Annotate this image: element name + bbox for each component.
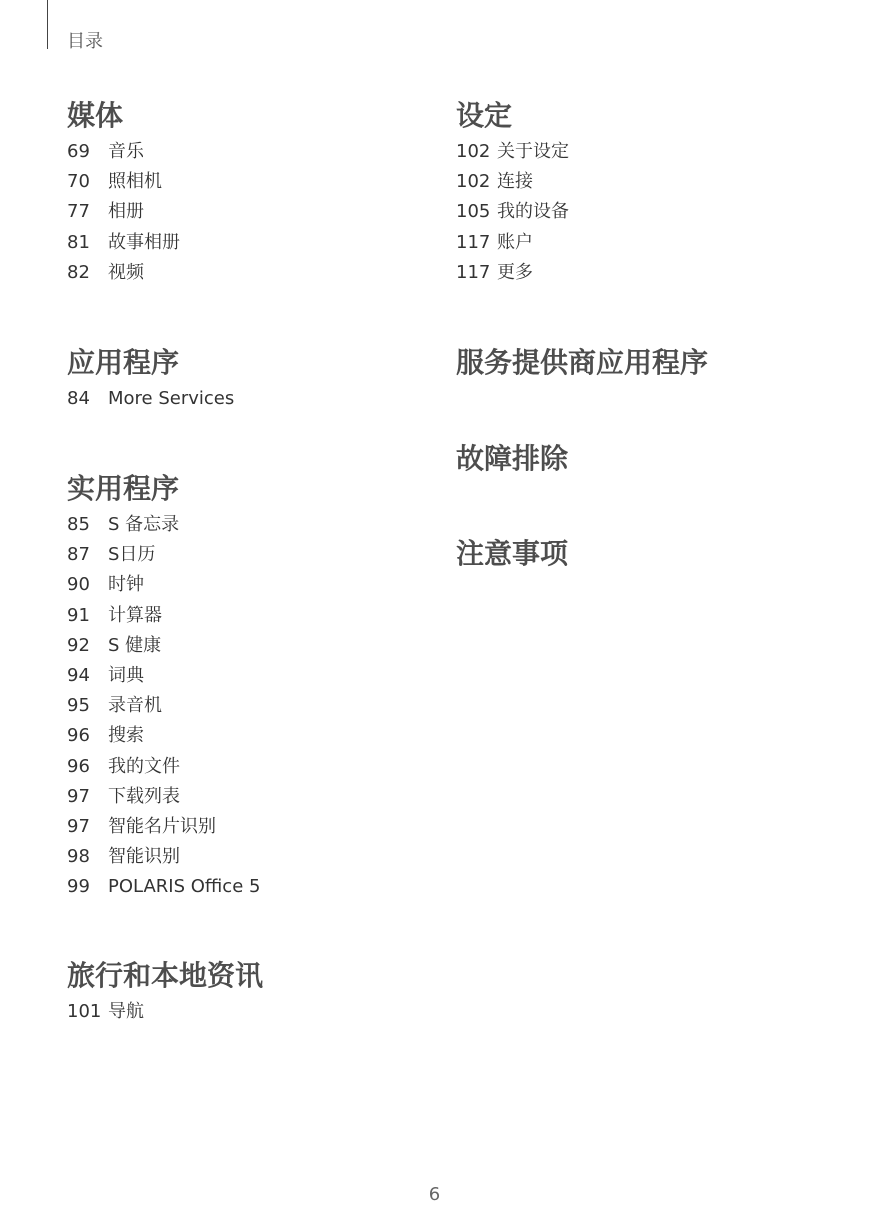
toc-item-label: 智能名片识别: [108, 815, 216, 837]
toc-list: [456, 137, 569, 288]
toc-item-label: 导航: [108, 1001, 144, 1022]
toc-page-number: 94: [67, 664, 90, 686]
toc-item-label: 下载列表: [108, 785, 180, 807]
section-title: 注意事项: [456, 537, 569, 570]
toc-item[interactable]: [67, 228, 180, 258]
toc-item[interactable]: [456, 167, 569, 197]
toc-page-number: 101: [67, 1001, 102, 1022]
toc-item[interactable]: [67, 872, 260, 902]
toc-item-label: 更多: [497, 261, 533, 283]
toc-page-number: 102: [456, 141, 491, 162]
section-title: 实用程序: [67, 472, 180, 505]
toc-page-number: 92: [67, 634, 90, 656]
toc-item[interactable]: [67, 197, 180, 227]
toc-item-label: S日历: [108, 544, 156, 566]
toc-page-number: 70: [67, 171, 90, 193]
toc-item-label: 关于设定: [497, 141, 569, 162]
toc-item-label: 连接: [497, 171, 533, 193]
toc-list: [67, 510, 260, 902]
toc-item[interactable]: [67, 782, 260, 812]
toc-item-label: S 备忘录: [108, 514, 180, 535]
toc-item-label: 我的设备: [497, 201, 569, 223]
toc-item[interactable]: [67, 631, 260, 661]
toc-page-number: 95: [67, 695, 90, 717]
toc-page-number: 98: [67, 846, 90, 868]
toc-page-number: 87: [67, 544, 90, 566]
toc-item-label: 音乐: [108, 141, 144, 162]
toc-page-number: 117: [456, 231, 491, 253]
section-title: 应用程序: [67, 346, 180, 379]
toc-item[interactable]: [67, 997, 263, 1027]
toc-section-travel: [67, 959, 263, 1027]
toc-page-number: 84: [67, 388, 90, 409]
toc-item[interactable]: [67, 167, 180, 197]
section-title: 故障排除: [456, 442, 569, 475]
toc-item-label: 照相机: [108, 171, 162, 193]
toc-item-label: 相册: [108, 201, 144, 223]
toc-item-label: 故事相册: [108, 231, 180, 253]
toc-item-label: 我的文件: [108, 755, 180, 777]
toc-item[interactable]: [67, 691, 260, 721]
toc-item-label: 搜索: [108, 725, 144, 747]
toc-item-label: 账户: [497, 231, 533, 253]
toc-item[interactable]: [67, 570, 260, 600]
toc-page-number: 82: [67, 261, 90, 283]
toc-item[interactable]: [456, 258, 569, 288]
toc-page-number: 97: [67, 785, 90, 807]
toc-section-troubleshooting[interactable]: [456, 442, 568, 476]
toc-section-precautions[interactable]: [456, 537, 568, 571]
toc-item-label: 录音机: [108, 695, 162, 717]
toc-item-label: More Services: [108, 388, 235, 409]
section-title: 服务提供商应用程序: [456, 346, 709, 379]
toc-list: [67, 384, 234, 414]
toc-page-number: 81: [67, 231, 90, 253]
section-title: 设定: [456, 99, 513, 132]
page-number: 6: [428, 1184, 441, 1205]
toc-item-label: 视频: [108, 261, 144, 283]
toc-page-number: 97: [67, 815, 90, 837]
toc-page-number: 99: [67, 876, 90, 898]
toc-page-number: 77: [67, 201, 90, 223]
toc-item-label: 计算器: [108, 604, 162, 626]
toc-page-number: 96: [67, 755, 90, 777]
toc-section-utilities: [67, 472, 260, 902]
toc-item[interactable]: [67, 601, 260, 631]
toc-item-label: 词典: [108, 664, 144, 686]
toc-section-applications: [67, 346, 234, 414]
toc-item[interactable]: [67, 510, 260, 540]
toc-item[interactable]: [67, 258, 180, 288]
toc-item[interactable]: [456, 228, 569, 258]
toc-item[interactable]: [67, 384, 234, 414]
toc-page-number: 105: [456, 201, 491, 223]
toc-item[interactable]: [67, 752, 260, 782]
toc-item-label: POLARIS Office 5: [108, 876, 261, 898]
toc-item[interactable]: [67, 137, 180, 167]
toc-page-number: 117: [456, 261, 491, 283]
section-title: 媒体: [67, 99, 124, 132]
toc-list: [67, 137, 180, 288]
toc-item[interactable]: [67, 661, 260, 691]
page-header-title: 目录: [67, 31, 103, 52]
toc-item-label: 智能识别: [108, 846, 180, 868]
toc-item[interactable]: [67, 812, 260, 842]
toc-page-number: 69: [67, 141, 90, 162]
toc-item[interactable]: [456, 197, 569, 227]
toc-item-label: S 健康: [108, 634, 162, 656]
toc-item[interactable]: [456, 137, 569, 167]
toc-item[interactable]: [67, 721, 260, 751]
toc-item[interactable]: [67, 842, 260, 872]
toc-item-label: 时钟: [108, 574, 144, 596]
section-title: 旅行和本地资讯: [67, 959, 264, 992]
toc-page-number: 96: [67, 725, 90, 747]
toc-section-settings: [456, 99, 569, 288]
toc-page-number: 90: [67, 574, 90, 596]
toc-item[interactable]: [67, 540, 260, 570]
toc-page-number: 102: [456, 171, 491, 193]
toc-list: [67, 997, 263, 1027]
toc-page-number: 85: [67, 514, 90, 535]
toc-page-number: 91: [67, 604, 90, 626]
toc-section-carrier-apps[interactable]: [456, 346, 708, 380]
toc-section-media: [67, 99, 180, 288]
header-rule: [47, 0, 48, 49]
